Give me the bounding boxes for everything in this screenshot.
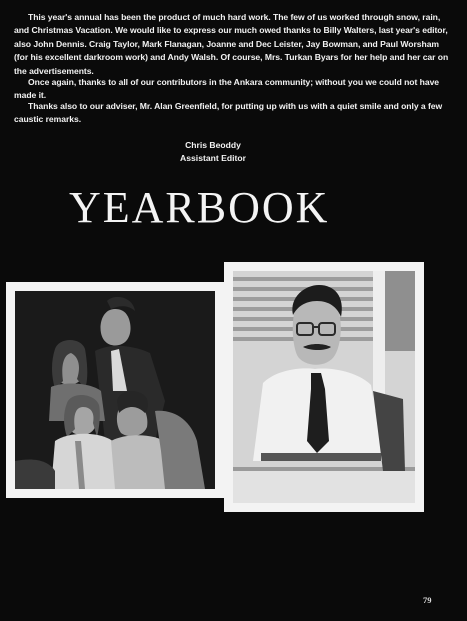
contributors-paragraph: Once again, thanks to all of our contributors in the Ankara community; without you we could not have made it.	[14, 77, 440, 101]
signature-name: Chris Beoddy	[185, 140, 241, 150]
adviser-portrait	[224, 262, 424, 512]
page-number: 79	[423, 595, 432, 605]
adviser-portrait-image	[233, 271, 415, 503]
yearbook-heading: YEARBOOK	[69, 183, 330, 232]
group-photo	[6, 282, 224, 498]
adviser-paragraph: Thanks also to our adviser, Mr. Alan Greenfield, for putting up with us with a quiet smile and only a few caustic remarks.	[14, 101, 443, 125]
group-photo-image	[15, 291, 215, 489]
signature-role: Assistant Editor	[180, 153, 246, 163]
acknowledgement-paragraph: This year's annual has been the product of much hard work. The few of us worked through snow, rain, and Christmas Vacation. We would like to express our much owed thanks to Billy Walters, last year's editor, also John Dennis. Craig Taylor, Mark Flanagan, Joanne and Dec Leister, Jay Bowman, and Paul Worsham (for his excellent darkroom work) and Andy Walsh. Of course, Mrs. Turkan Byars for her help and her car on the advertisements.	[14, 12, 449, 76]
